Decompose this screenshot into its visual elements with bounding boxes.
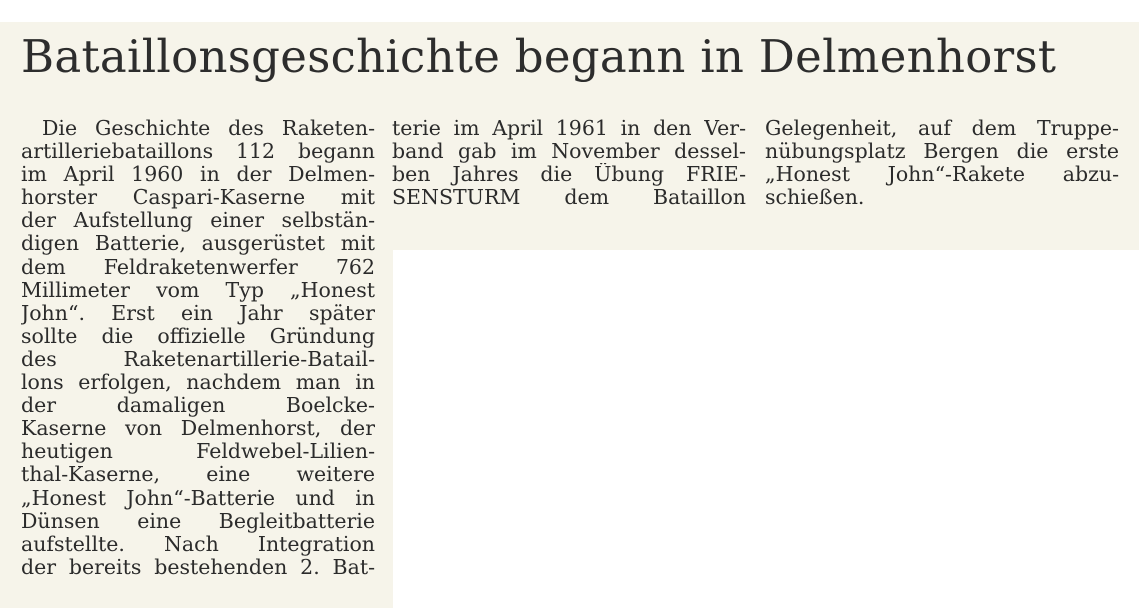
text-line: Millimeter vom Typ „Honest: [21, 278, 375, 302]
text-line: der bereits bestehenden 2. Bat-: [21, 555, 375, 579]
text-line: der Aufstellung einer selbstän-: [21, 209, 375, 233]
text-line: digen Batterie, ausgerüstet mit: [21, 232, 375, 256]
article-column-3: [765, 117, 1119, 209]
text-line: Gelegenheit, auf dem Truppe-: [765, 117, 1119, 140]
text-line: lons erfolgen, nachdem man in: [21, 371, 375, 395]
text-line: im April 1960 in der Delmen-: [21, 163, 375, 187]
article-column-1: [21, 117, 375, 579]
text-line: schießen.: [765, 186, 865, 210]
text-line: „Honest John“-Batterie und in: [21, 486, 375, 510]
text-line: thal-Kaserne, eine weitere: [21, 463, 375, 487]
text-line: ben Jahres die Übung FRIE-: [392, 163, 746, 187]
text-line: Kaserne von Delmenhorst, der: [21, 417, 375, 441]
text-line: horster Caspari-Kaserne mit: [21, 186, 375, 210]
text-line: sollte die offizielle Gründung: [21, 324, 375, 348]
text-line: nübungsplatz Bergen die erste: [765, 140, 1119, 164]
text-line: Die Geschichte des Raketen-: [42, 117, 375, 140]
text-line: Dünsen eine Begleitbatterie: [21, 509, 375, 533]
text-line: band gab im November dessel-: [392, 140, 746, 164]
article-headline: Bataillonsgeschichte begann in Delmenhorst: [21, 30, 1057, 83]
text-line: heutigen Feldwebel-Lilien-: [21, 440, 375, 464]
text-line: „Honest John“-Rakete abzu-: [765, 163, 1119, 187]
text-line: John“. Erst ein Jahr später: [21, 301, 375, 325]
text-line: des Raketenartillerie-Batail-: [21, 347, 375, 371]
text-line: artilleriebataillons 112 begann: [21, 140, 375, 164]
text-line: SENSTURM dem Bataillon: [392, 186, 746, 210]
text-line: terie im April 1961 in den Ver-: [392, 117, 746, 140]
article-column-2: [392, 117, 746, 209]
text-line: dem Feldraketenwerfer 762: [21, 255, 375, 279]
text-line: der damaligen Boelcke-: [21, 394, 375, 418]
text-line: aufstellte. Nach Integration: [21, 532, 375, 556]
